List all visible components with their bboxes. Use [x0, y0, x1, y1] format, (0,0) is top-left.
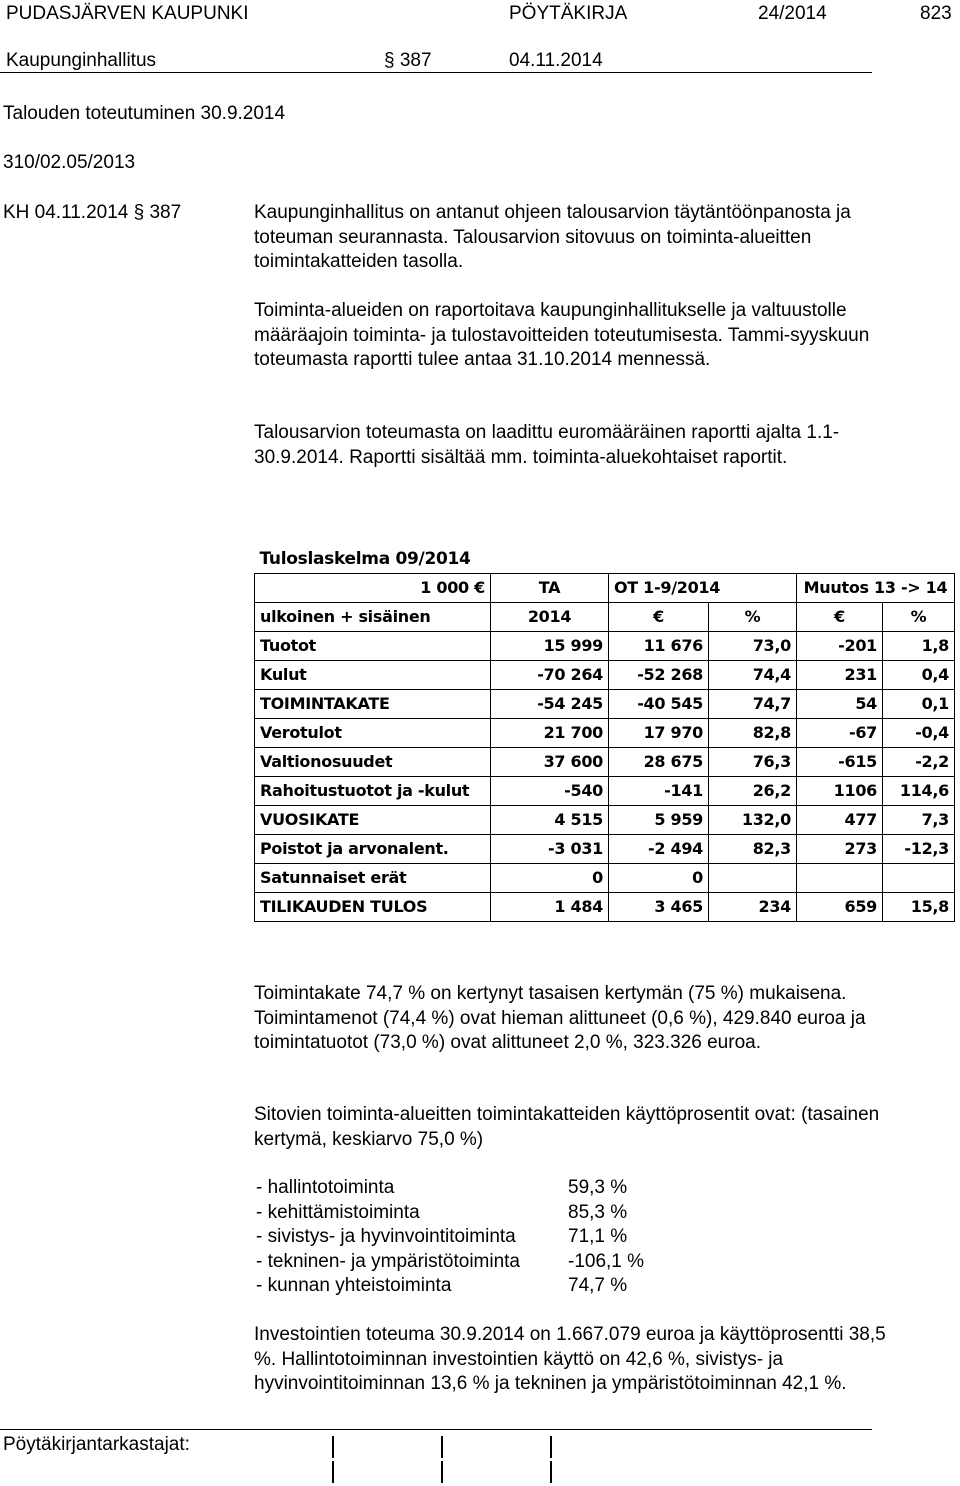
- table-row: [255, 661, 955, 690]
- cell-ot-pct: 74,7: [709, 690, 797, 719]
- decision-body: Kaupunginhallitus: [6, 50, 157, 71]
- cell-ot: -40 545: [609, 690, 709, 719]
- cell-chg-pct: 0,4: [883, 661, 955, 690]
- cell-ot-pct: 132,0: [709, 806, 797, 835]
- table-actual-header: OT 1-9/2014: [609, 574, 797, 603]
- meeting-date: 04.11.2014: [509, 50, 603, 71]
- cell-chg: -615: [797, 748, 883, 777]
- list-item-name: - kunnan yhteistoiminta: [256, 1275, 452, 1296]
- cell-chg: 1106: [797, 777, 883, 806]
- cell-chg-pct: 114,6: [883, 777, 955, 806]
- signature-divider: [332, 1436, 334, 1458]
- cell-chg: -201: [797, 632, 883, 661]
- cell-chg-pct: -2,2: [883, 748, 955, 777]
- cell-ot-pct: 26,2: [709, 777, 797, 806]
- cell-ta: -70 264: [491, 661, 609, 690]
- list-item-value: -106,1 %: [568, 1250, 645, 1272]
- table-scope-header: ulkoinen + sisäinen: [255, 603, 491, 632]
- list-item-name: - tekninen- ja ympäristötoiminta: [256, 1250, 520, 1272]
- row-label: Tuotot: [255, 632, 491, 661]
- cell-ot-pct: 74,4: [709, 661, 797, 690]
- cell-ot-pct: 82,3: [709, 835, 797, 864]
- table-row: [255, 690, 955, 719]
- cell-ta: 0: [491, 864, 609, 893]
- row-label: TILIKAUDEN TULOS: [255, 893, 491, 922]
- cell-ot-pct: 82,8: [709, 719, 797, 748]
- cell-chg-pct: [883, 864, 955, 893]
- list-item-name: - sivistys- ja hyvinvointitoiminta: [256, 1226, 516, 1247]
- row-label: Verotulot: [255, 719, 491, 748]
- cell-ta: 1 484: [491, 893, 609, 922]
- cell-ot: 3 465: [609, 893, 709, 922]
- cell-ta: -54 245: [491, 690, 609, 719]
- row-label: Rahoitustuotot ja -kulut: [255, 777, 491, 806]
- list-item-name: - hallintotoiminta: [256, 1177, 395, 1198]
- list-item-value: 71,1 %: [568, 1226, 628, 1247]
- cell-chg: -67: [797, 719, 883, 748]
- cell-ta: 4 515: [491, 806, 609, 835]
- table-unit-header: 1 000 €: [255, 574, 491, 603]
- cell-ta: -540: [491, 777, 609, 806]
- cell-ot-pct: 234: [709, 893, 797, 922]
- cell-chg: 477: [797, 806, 883, 835]
- income-statement-table: [254, 545, 955, 922]
- case-number: 310/02.05/2013: [3, 152, 136, 173]
- subject-title: Talouden toteutuminen 30.9.2014: [3, 103, 286, 124]
- cell-chg-pct: -12,3: [883, 835, 955, 864]
- cell-chg-pct: 0,1: [883, 690, 955, 719]
- footer-divider: [0, 1429, 872, 1430]
- table-row: [255, 835, 955, 864]
- table-year-header: 2014: [491, 603, 609, 632]
- table-row: [255, 806, 955, 835]
- cell-ot: 0: [609, 864, 709, 893]
- signature-divider: [332, 1461, 334, 1483]
- cell-chg: 659: [797, 893, 883, 922]
- row-label: TOIMINTAKATE: [255, 690, 491, 719]
- cell-ot: -2 494: [609, 835, 709, 864]
- cell-ot: 5 959: [609, 806, 709, 835]
- cell-chg-pct: 15,8: [883, 893, 955, 922]
- row-label: Valtionosuudet: [255, 748, 491, 777]
- list-item: [256, 1250, 644, 1275]
- document-type: PÖYTÄKIRJA: [509, 3, 628, 24]
- paragraph-report: Talousarvion toteumasta on laadittu euromääräinen raportti ajalta 1.1-30.9.2014. Raportti sisältää mm. toiminta-aluekohtaiset raportit.: [254, 422, 840, 468]
- paragraph-reporting: Toiminta-alueiden on raportoitava kaupunginhallitukselle ja valtuustolle määräajoin toiminta- ja tulostavoitteiden toteutumisesta. Tammi-syyskuun toteumasta raportti tulee antaa 31.10.2014 mennessä.: [254, 300, 870, 370]
- signature-divider: [550, 1461, 552, 1483]
- row-label: Satunnaiset erät: [255, 864, 491, 893]
- list-item-name: - kehittämistoiminta: [256, 1201, 420, 1223]
- cell-ta: -3 031: [491, 835, 609, 864]
- table-row: [255, 864, 955, 893]
- paragraph-investments: Investointien toteuma 30.9.2014 on 1.667.079 euroa ja käyttöprosentti 38,5 %. Hallintotoiminnan investointien käyttö on 42,6 %, sivistys- ja hyvinvointitoiminnan 13,6 % ja tekninen ja ympäristötoiminnan 42,1 %.: [254, 1324, 886, 1394]
- table-row: [255, 777, 955, 806]
- document-number: 24/2014: [758, 3, 827, 24]
- paragraph-usage-intro: Sitovien toiminta-alueitten toimintakatteiden käyttöprosentit ovat: (tasainen kertymä, keskiarvo 75,0 %): [254, 1104, 880, 1150]
- cell-ot-pct: 73,0: [709, 632, 797, 661]
- cell-chg-pct: 1,8: [883, 632, 955, 661]
- usage-percentage-list: [256, 1176, 644, 1299]
- table-budget-header: TA: [491, 574, 609, 603]
- cell-ot: 28 675: [609, 748, 709, 777]
- list-item-value: 74,7 %: [568, 1275, 628, 1296]
- cell-ot: -141: [609, 777, 709, 806]
- signature-divider: [441, 1436, 443, 1458]
- list-item: [256, 1225, 644, 1250]
- cell-ta: 37 600: [491, 748, 609, 777]
- list-item: [256, 1201, 644, 1226]
- cell-ta: 15 999: [491, 632, 609, 661]
- signature-divider: [550, 1436, 552, 1458]
- section-mark: § 387: [384, 50, 432, 71]
- paragraph-operating-margin: Toimintakate 74,7 % on kertynyt tasaisen kertymän (75 %) mukaisena. Toimintamenot (74,4 %) ovat hieman alittuneet (0,6 %), 429.840 euroa ja toimintatuotot (73,0 %) ovat alittuneet 2,0 %, 323.326 euroa.: [254, 983, 866, 1053]
- table-change-eur-header: €: [797, 603, 883, 632]
- cell-chg: 231: [797, 661, 883, 690]
- signature-divider: [441, 1461, 443, 1483]
- table-change-header: Muutos 13 -> 14: [797, 574, 955, 603]
- meeting-reference: KH 04.11.2014 § 387: [3, 202, 182, 223]
- row-label: Poistot ja arvonalent.: [255, 835, 491, 864]
- organization-name: PUDASJÄRVEN KAUPUNKI: [6, 3, 249, 24]
- header-divider: [0, 72, 872, 73]
- table-row: [255, 748, 955, 777]
- list-item: [256, 1274, 644, 1299]
- table-row: [255, 719, 955, 748]
- list-item: [256, 1176, 644, 1201]
- cell-ot: -52 268: [609, 661, 709, 690]
- cell-chg: 273: [797, 835, 883, 864]
- cell-ta: 21 700: [491, 719, 609, 748]
- table-change-pct-header: %: [883, 603, 955, 632]
- row-label: VUOSIKATE: [255, 806, 491, 835]
- row-label: Kulut: [255, 661, 491, 690]
- footer-label: Pöytäkirjantarkastajat:: [3, 1434, 190, 1455]
- paragraph-guidance: Kaupunginhallitus on antanut ohjeen talousarvion täytäntöönpanosta ja toteuman seurannasta. Talousarvion sitovuus on toiminta-alueitten toimintakatteiden tasolla.: [254, 202, 851, 272]
- table-row: [255, 893, 955, 922]
- page-number: 823: [920, 3, 952, 24]
- cell-chg: [797, 864, 883, 893]
- cell-chg-pct: -0,4: [883, 719, 955, 748]
- cell-chg: 54: [797, 690, 883, 719]
- cell-chg-pct: 7,3: [883, 806, 955, 835]
- cell-ot: 11 676: [609, 632, 709, 661]
- list-item-value: 59,3 %: [568, 1177, 628, 1198]
- cell-ot-pct: [709, 864, 797, 893]
- cell-ot: 17 970: [609, 719, 709, 748]
- table-actual-eur-header: €: [609, 603, 709, 632]
- table-actual-pct-header: %: [709, 603, 797, 632]
- table-row: [255, 632, 955, 661]
- list-item-value: 85,3 %: [568, 1201, 628, 1223]
- table-title: Tuloslaskelma 09/2014: [255, 545, 955, 574]
- cell-ot-pct: 76,3: [709, 748, 797, 777]
